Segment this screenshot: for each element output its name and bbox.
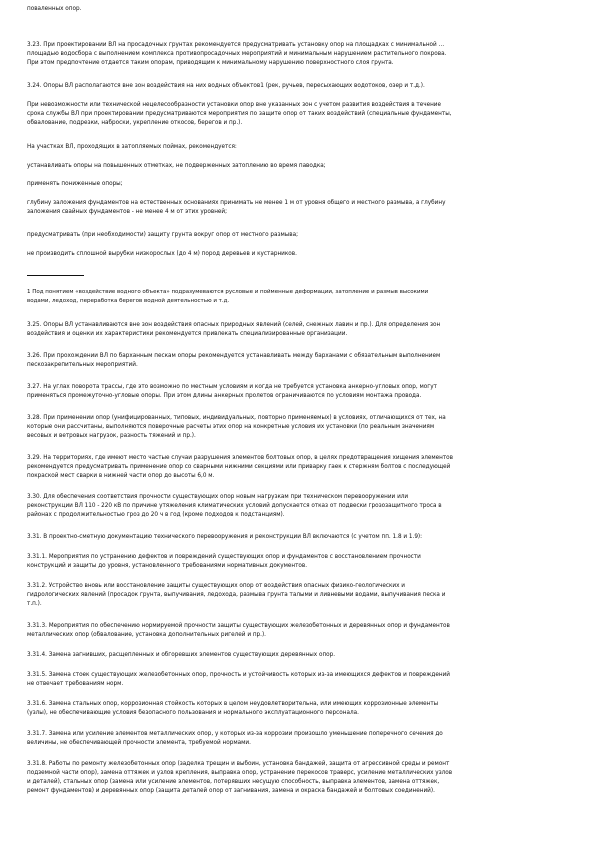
paragraph — [27, 199, 568, 217]
paragraph-line: срока службы ВЛ при проектировании предусматриваются мероприятия по защите опор от таких воздействий (специальные фундаменты, — [27, 111, 452, 117]
paragraph-line: районах с продолжительностью гроз до 20 ч в год (кроме подходов к подстанциям). — [27, 512, 285, 518]
paragraph — [27, 143, 568, 152]
paragraph-line: подземной части опор), замена оттяжек и узлов крепления, выправка опор, устранение перекосов траверс, усиление металлических узлов — [27, 770, 453, 776]
paragraph — [27, 82, 568, 91]
paragraph-line: ремонт фундаментов) и деревянных опор (защита деталей опор от загнивания, замена и окраска бандажей и болтовых соединений). — [27, 788, 435, 794]
paragraph-line: обвалование, подрезки, наброски, укрепление откосов, берегов и пр.). — [27, 120, 243, 126]
paragraph-line: устанавливать опоры на повышенных отметках, не подверженных затоплению во время паводка; — [27, 163, 326, 169]
paragraph-line: глубину заложения фундаментов на естественных основаниях принимать не менее 1 м от уровня общего и местного размыва, а глубину — [27, 200, 446, 206]
paragraph-line: 1 Под понятием «воздействие водного объекта» подразумеваются русловые и пойменные деформации, затопление и размыв высокими — [27, 289, 429, 295]
paragraph — [27, 730, 568, 748]
paragraph-line: 3.27. На углах поворота трассы, где это возможно по местным условиям и когда не требуется установка анкерно-угловых опор, могут — [27, 384, 437, 390]
paragraph-line: На участках ВЛ, проходящих в затопляемых поймах, рекомендуется: — [27, 144, 237, 150]
paragraph-line: реконструкции ВЛ 110 - 220 кВ по причине утяжеления климатических условий допускается отказ от подвески грозозащитного троса в — [27, 503, 442, 509]
paragraph-line: воздействия и оценки их характеристики рекомендуется привлекать специализированные организации. — [27, 331, 348, 337]
paragraph-line: которые они рассчитаны, выполняются поверочные расчеты этих опор на конкретные условия их установки (по реальным значениям — [27, 424, 435, 430]
paragraph — [27, 760, 568, 796]
paragraph-line: гидрологических явлений (просадок грунта, выпучивания, ледохода, размыва грунта талыми и ливневыми водами, выпучивания песка и — [27, 592, 446, 598]
paragraph — [27, 352, 568, 370]
paragraph — [27, 414, 568, 441]
paragraph-line: 3.25. Опоры ВЛ устанавливаются вне зон воздействия опасных природных явлений (селей, снежных лавин и пр.). Для определения зон — [27, 322, 441, 328]
paragraph-line: величины, не обеспечивающей прочности элемента, требуемой нормами. — [27, 740, 251, 746]
paragraph-line: 3.31.5. Замена стоек существующих железобетонных опор, прочность и устойчивость которых из-за имеющихся дефектов и повреждений — [27, 672, 450, 678]
footnote — [27, 288, 568, 306]
paragraph-line: 3.31.7. Замена или усиление элементов металлических опор, у которых из-за коррозии произошло уменьшение поперечного сечения до — [27, 731, 443, 737]
paragraph — [27, 553, 568, 571]
paragraph-line: 3.30. Для обеспечения соответствия прочности существующих опор новым нагрузкам при техническом перевооружении или — [27, 494, 409, 500]
paragraph-line: т.п.). — [27, 601, 42, 607]
paragraph-line: конструкций и защиты до уровня, установленного требованиями нормативных документов. — [27, 563, 308, 569]
paragraph — [27, 250, 568, 259]
paragraph-line: 3.28. При применении опор (унифицированных, типовых, индивидуальных, повторно применяемых) в условиях, отличающихся от тех, на — [27, 415, 446, 421]
paragraph-line: площадью водосбора с выполнением комплекса противопросадочных мероприятий и минимальным нарушением растительного покрова. — [27, 51, 447, 57]
paragraph-line: 3.24. Опоры ВЛ располагаются вне зон воздействия на них водных объектов1 (рек, ручьев, пересыхающих водотоков, озер и т.д.). — [27, 83, 425, 89]
paragraph-line: (узлы), не обеспечивающие условия безопасного пользования и нормального эксплуатационного персонала. — [27, 710, 359, 716]
paragraph-line: применять пониженные опоры; — [27, 181, 123, 187]
paragraph-line: 3.26. При прохождении ВЛ по барханным пескам опоры рекомендуется устанавливать между барханами с обязательным выполнением — [27, 353, 441, 359]
paragraph-line: предусматривать (при необходимости) защиту грунта вокруг опор от местного размыва; — [27, 232, 299, 238]
paragraph — [27, 231, 568, 240]
paragraph-line: не производить сплошной вырубки низкорослых (до 4 м) пород деревьев и кустарников. — [27, 251, 297, 257]
paragraph — [27, 321, 568, 339]
paragraph-line: весовых и ветровых нагрузок, разность тяжений и пр.). — [27, 433, 196, 439]
paragraph-line: металлических опор (обвалование, установка дополнительных ригелей и пр.). — [27, 632, 266, 638]
paragraph-line: рекомендуется предусматривать применение опор со сварными нижними секциями или приварку гаек к стержням болтов с последующей — [27, 464, 451, 470]
paragraph — [27, 180, 568, 189]
paragraph-line: водами, ледоход, переработка берегов водной деятельностью и т.д. — [27, 298, 230, 304]
paragraph-line: При этом предпочтение отдается таким опорам, приводящим к минимальному нарушению поверхностного слоя грунта. — [27, 60, 394, 66]
paragraph — [27, 383, 568, 401]
paragraph-line: применяться промежуточно-угловые опоры. При этом длины анкерных пролетов ограничиваются по условиям монтажа провода. — [27, 393, 422, 399]
paragraph — [27, 533, 568, 542]
paragraph — [27, 454, 568, 481]
paragraph-line: и деталей), стальных опор (замена или усиление элементов, потерявших несущую способность, выправка элементов, замена оттяжек, — [27, 779, 440, 785]
paragraph — [27, 671, 568, 689]
paragraph-line: пескозакрепительных мероприятий. — [27, 362, 138, 368]
paragraph-line: 3.31. В проектно-сметную документацию технического перевооружения и реконструкции ВЛ включаются (с учетом пп. 1.8 и 1.9): — [27, 534, 423, 540]
paragraph-line: 3.31.3. Мероприятия по обеспечению нормируемой прочности защиты существующих железобетонных и деревянных опор и фундаментов — [27, 623, 450, 629]
paragraph-line: 3.31.8. Работы по ремонту железобетонных опор (заделка трещин и выбоин, установка бандажей, защита от агрессивной среды и ремонт — [27, 761, 450, 767]
paragraph — [27, 622, 568, 640]
paragraph — [27, 493, 568, 520]
paragraph-line: заложения свайных фундаментов - не менее 4 м от этих уровней; — [27, 209, 228, 215]
paragraph — [27, 162, 568, 171]
paragraph-line: не отвечает требованиям норм. — [27, 681, 124, 687]
paragraph — [27, 41, 568, 68]
paragraph-line: поваленных опор. — [27, 6, 82, 12]
paragraph-line: При невозможности или технической нецелесообразности установки опор вне указанных зон с учетом развития воздействия в течение — [27, 102, 442, 108]
paragraph — [27, 700, 568, 718]
paragraph-line: покраской мест сварки в нижней части опор до высоты 6,0 м. — [27, 473, 215, 479]
paragraph — [27, 582, 568, 609]
paragraph — [27, 651, 568, 660]
paragraph-line: 3.23. При проектировании ВЛ на просадочных грунтах рекомендуется предусматривать установку опор на площадках с минимальной … — [27, 42, 445, 48]
paragraph-line: 3.29. На территориях, где имеют место частые случаи разрушения элементов болтовых опор, в целях предотвращения хищения элементов — [27, 455, 454, 461]
paragraph-line: 3.31.4. Замена загнивших, расщепленных и обгоревших элементов существующих деревянных опор. — [27, 652, 336, 658]
paragraph-line: 3.31.1. Мероприятия по устранению дефектов и повреждений существующих опор и фундаментов с восстановлением прочности — [27, 554, 421, 560]
paragraph-line: 3.31.2. Устройство вновь или восстановление защиты существующих опор от воздействия опасных физико-геологических и — [27, 583, 405, 589]
paragraph-line: 3.31.6. Замена стальных опор, коррозионная стойкость которых в целом неудовлетворительна, или имеющих коррозионные элементы — [27, 701, 439, 707]
paragraph — [27, 5, 568, 14]
paragraph — [27, 101, 568, 128]
footnote-separator — [27, 275, 84, 276]
